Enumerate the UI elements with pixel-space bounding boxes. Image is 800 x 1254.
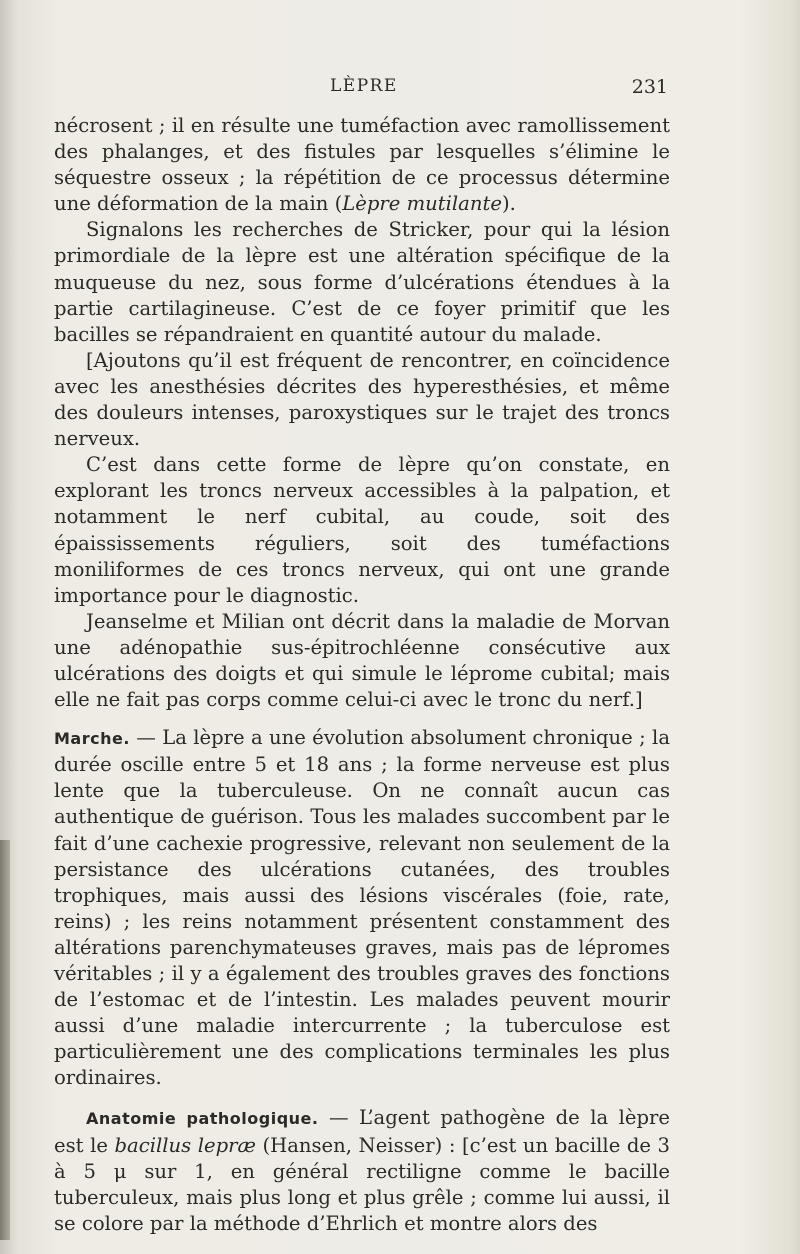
paragraph: C’est dans cette forme de lèpre qu’on constate, en explorant les troncs nerveux accessibles à la palpation, et notamment le nerf cubital, au coude, soit des épaississements réguliers, soit des tuméfactions moniliformes de ces troncs nerveux, qui ont une grande importance pour le diagnostic.	[54, 453, 670, 607]
emphasis: bacillus lepræ	[114, 1133, 256, 1157]
section-marche: Marche. — La lèpre a une évolution absolument chronique ; la durée oscille entre 5 et 18 ans ; la forme nerveuse est plus lente que la tuberculeuse. On ne connaît aucun cas authentique de guérison. Tous les malades succombent par le fait d’une cachexie progressive, relevant non seulement de la persistance des ulcérations cutanées, des troubles trophiques, mais aussi des lésions viscérales (foie, rate, reins) ; les reins notamment présentent constamment des altérations parenchymateuses graves, mais pas de lépromes véritables ; il y a également des troubles graves des fonctions de l’estomac et de l’intestin. Les malades peuvent mourir aussi d’une maladie intercurrente ; la tuberculose est particulièrement une des complications terminales les plus ordinaires.	[54, 726, 670, 1090]
page-number: 231	[631, 76, 668, 98]
binding-shadow	[0, 840, 10, 1240]
emphasis: Lèpre mutilante	[342, 192, 502, 216]
section-heading: Anatomie pathologique.	[86, 1109, 319, 1129]
paragraph: Signalons les recherches de Stricker, pour qui la lésion primordiale de la lèpre est une altération spécifique de la muqueuse du nez, sous forme d’ulcérations étendues à la partie cartilagineuse. C’est de ce foyer primitif que les bacilles se répandraient en quantité autour du malade.	[54, 218, 670, 346]
section-anatomie: Anatomie pathologique. — L’agent pathogène de la lèpre est le bacillus lepræ (Hansen, Neisser) : [c’est un bacille de 3 à 5 μ sur 1, en général rectiligne comme le bacille tuberculeux, mais plus long et plus grêle ; comme lui aussi, il se colore par la méthode d’Ehrlich et montre alors des	[54, 1106, 671, 1235]
body-text	[54, 113, 670, 1237]
paragraph: Jeanselme et Milian ont décrit dans la maladie de Morvan une adénopathie sus-épitrochléenne consécutive aux ulcérations des doigts et qui simule le léprome cubital; mais elle ne fait pas corps comme celui-ci avec le tronc du nerf.]	[54, 609, 670, 712]
paragraph: nécrosent ; il en résulte une tuméfaction avec ramollissement des phalanges, et des fistules par lesquelles s’élimine le séquestre osseux ; la répétition de ce processus détermine une déformation de la main (Lèpre mutilante).	[54, 114, 670, 216]
section-heading: Marche.	[54, 729, 130, 749]
paragraph: [Ajoutons qu’il est fréquent de rencontrer, en coïncidence avec les anesthésies décrites des hyperesthésies, et même des douleurs intenses, paroxystiques sur le trajet des troncs nerveux.	[54, 348, 670, 451]
page-header	[54, 72, 668, 102]
running-title: LÈPRE	[330, 76, 398, 96]
